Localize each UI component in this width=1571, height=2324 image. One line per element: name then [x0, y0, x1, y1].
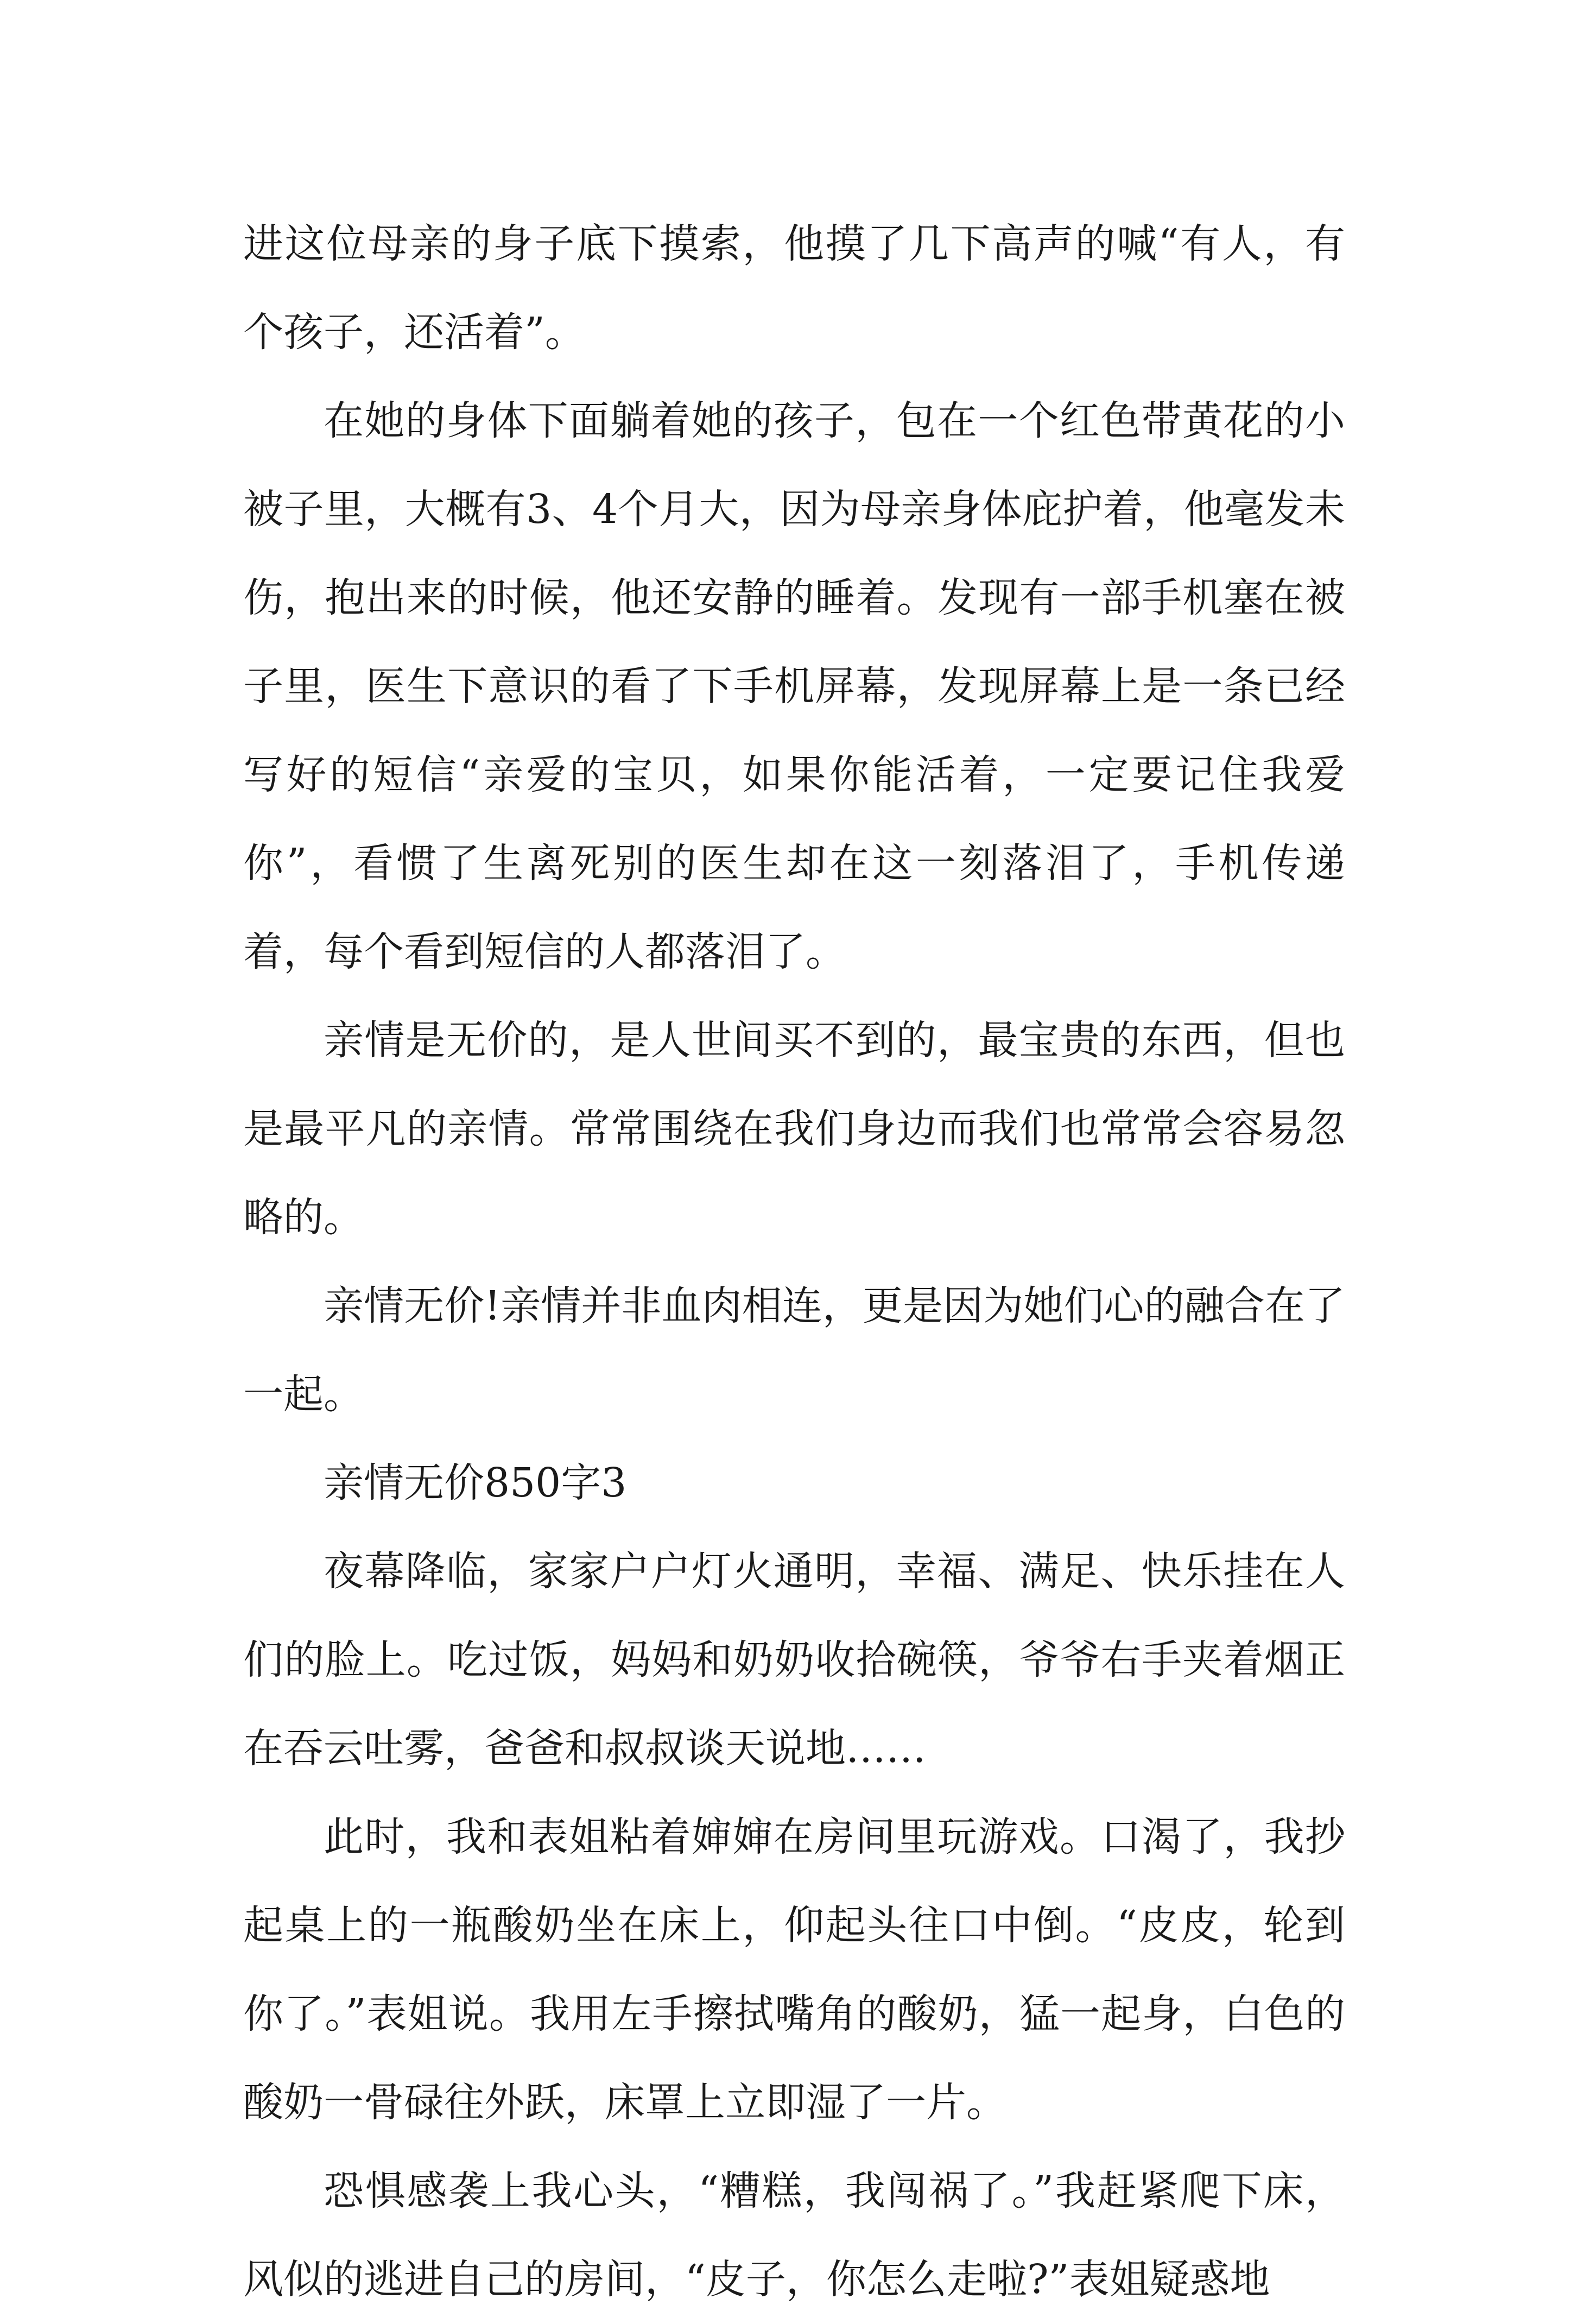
paragraph-family-love-priceless: 亲情是无价的，是人世间买不到的，最宝贵的东西，但也是最平凡的亲情。常常围绕在我们身边而我们也常常会容易忽略的。	[243, 1017, 1345, 1241]
paragraph-family-love-hearts: 亲情无价!亲情并非血肉相连，更是因为她们心的融合在了一起。	[243, 1283, 1345, 1418]
section-heading: 亲情无价850字3	[324, 1460, 627, 1506]
paragraph-continuation: 进这位母亲的身子底下摸索，他摸了几下高声的喊“有人，有个孩子，还活着”。	[243, 220, 1345, 356]
paragraph-fear: 恐惧感袭上我心头，“糟糕，我闯祸了。”我赶紧爬下床，风似的逃进自己的房间，“皮子，你怎么走啦?”表姐疑惑地	[243, 2168, 1345, 2303]
paragraph-mother-protects-child: 在她的身体下面躺着她的孩子，包在一个红色带黄花的小被子里，大概有3、4个月大，因为母亲身体庇护着，他毫发未伤，抱出来的时候，他还安静的睡着。发现有一部手机塞在被子里，医生下意识的看了下手机屏幕，发现屏幕上是一条已经写好的短信“亲爱的宝贝，如果你能活着，一定要记住我爱你”，看惯了生离死别的医生却在这一刻落泪了，手机传递着，每个看到短信的人都落泪了。	[243, 397, 1345, 975]
paragraph-yogurt-spill: 此时，我和表姐粘着婶婶在房间里玩游戏。口渴了，我抄起桌上的一瓶酸奶坐在床上，仰起头往口中倒。“皮皮，轮到你了。”表姐说。我用左手擦拭嘴角的酸奶，猛一起身，白色的酸奶一骨碌往外跃，床罩上立即湿了一片。	[243, 1814, 1345, 2126]
paragraph-evening-scene: 夜幕降临，家家户户灯火通明，幸福、满足、快乐挂在人们的脸上。吃过饭，妈妈和奶奶收拾碗筷，爷爷右手夹着烟正在吞云吐雾，爸爸和叔叔谈天说地……	[243, 1548, 1345, 1772]
document-body	[243, 200, 1345, 2324]
